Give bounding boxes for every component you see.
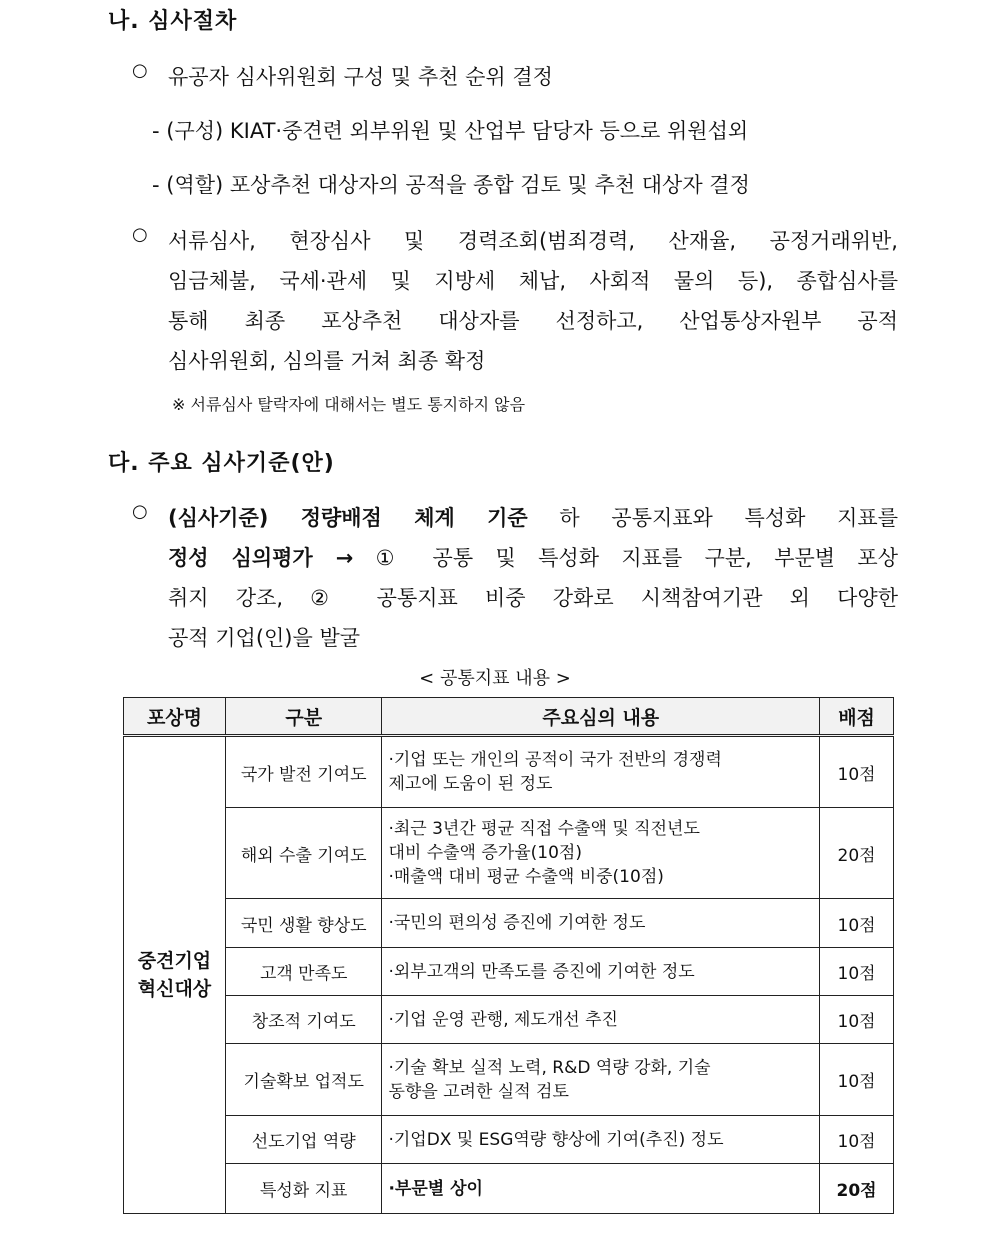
bullet-line: 심사위원회, 심의를 거쳐 최종 확정 bbox=[168, 349, 486, 373]
category-cell: 국민 생활 향상도 bbox=[225, 899, 382, 948]
content-cell bbox=[382, 736, 820, 808]
section-heading-procedure: 나. 심사절차 bbox=[108, 9, 238, 34]
table-row bbox=[124, 899, 894, 948]
table-caption: < 공통지표 내용 > bbox=[419, 668, 571, 689]
table-header-row bbox=[124, 698, 894, 736]
content-line: ·외부고객의 만족도를 증진에 기여한 정도 bbox=[388, 961, 695, 982]
score-cell: 10점 bbox=[820, 736, 894, 808]
header-content: 주요심의 내용 bbox=[382, 698, 820, 736]
criteria-line-4: 공적 기업(인)을 발굴 bbox=[168, 626, 361, 650]
content-line: ·기업 운영 관행, 제도개선 추진 bbox=[388, 1009, 618, 1030]
criteria-text: 하 공통지표와 특성화 지표를 bbox=[527, 506, 898, 530]
content-line: ·기업 또는 개인의 공적이 국가 전반의 경쟁력 bbox=[388, 750, 722, 770]
content-cell bbox=[382, 996, 820, 1044]
bullet-line: 서류심사, 현장심사 및 경력조회(범죄경력, 산재율, 공정거래위반, bbox=[168, 229, 898, 253]
category-cell: 창조적 기여도 bbox=[225, 996, 382, 1044]
score-cell: 20점 bbox=[820, 1164, 894, 1214]
dash-item-role: - (역할) 포상추천 대상자의 공적을 종합 검토 및 추천 대상자 결정 bbox=[152, 173, 750, 197]
table-row bbox=[124, 1044, 894, 1116]
score-cell: 10점 bbox=[820, 899, 894, 948]
criteria-line-1 bbox=[168, 498, 898, 538]
header-award: 포상명 bbox=[124, 698, 226, 736]
bullet-screening bbox=[132, 221, 898, 381]
common-indicator-table bbox=[123, 697, 894, 1214]
score-cell: 20점 bbox=[820, 808, 894, 899]
table-row bbox=[124, 736, 894, 808]
content-line: 대비 수출액 증가율(10점) bbox=[388, 843, 582, 863]
score-cell: 10점 bbox=[820, 948, 894, 996]
content-line: ·최근 3년간 평균 직접 수출액 및 직전년도 bbox=[388, 819, 700, 839]
content-line: ·국민의 편의성 증진에 기여한 정도 bbox=[388, 913, 646, 933]
bullet-criteria bbox=[132, 498, 898, 658]
content-cell bbox=[382, 1164, 820, 1214]
category-cell: 특성화 지표 bbox=[225, 1164, 382, 1214]
header-score: 배점 bbox=[820, 698, 894, 736]
bullet-committee bbox=[132, 57, 898, 97]
criteria-bold: 정성 심의평가 → bbox=[168, 546, 354, 570]
content-cell bbox=[382, 1116, 820, 1164]
content-cell bbox=[382, 948, 820, 996]
score-cell: 10점 bbox=[820, 1044, 894, 1116]
table-row bbox=[124, 808, 894, 899]
score-cell: 10점 bbox=[820, 996, 894, 1044]
content-cell bbox=[382, 899, 820, 948]
bullet-text: 유공자 심사위원회 구성 및 추천 순위 결정 bbox=[168, 65, 553, 89]
category-cell: 해외 수출 기여도 bbox=[225, 808, 382, 899]
criteria-line-2 bbox=[168, 538, 898, 578]
content-cell bbox=[382, 1044, 820, 1116]
bullet-line: 임금체불, 국세·관세 및 지방세 체납, 사회적 물의 등), 종합심사를 bbox=[168, 269, 898, 293]
section-heading-criteria: 다. 주요 심사기준(안) bbox=[108, 451, 335, 476]
bullet-circle-icon: ○ bbox=[132, 224, 148, 245]
note-text: ※ 서류심사 탈락자에 대해서는 별도 통지하지 않음 bbox=[172, 395, 526, 414]
content-line: 동향을 고려한 실적 검토 bbox=[388, 1081, 569, 1102]
criteria-line-3: 취지 강조, ② 공통지표 비중 강화로 시책참여기관 외 다양한 bbox=[168, 586, 898, 610]
category-cell: 선도기업 역량 bbox=[225, 1116, 382, 1164]
category-cell: 국가 발전 기여도 bbox=[225, 736, 382, 808]
award-line: 중견기업 bbox=[137, 950, 212, 972]
content-line: ·기술 확보 실적 노력, R&D 역량 강화, 기술 bbox=[388, 1057, 711, 1078]
table-row bbox=[124, 1116, 894, 1164]
table-row bbox=[124, 996, 894, 1044]
bullet-circle-icon: ○ bbox=[132, 501, 148, 522]
award-cell bbox=[124, 736, 226, 1214]
content-line: ·부문별 상이 bbox=[388, 1178, 483, 1199]
table-row bbox=[124, 948, 894, 996]
header-category: 구분 bbox=[225, 698, 382, 736]
criteria-text: ① 공통 및 특성화 지표를 구분, 부문별 포상 bbox=[353, 546, 898, 570]
table-row bbox=[124, 1164, 894, 1214]
content-line: 제고에 도움이 된 정도 bbox=[388, 774, 553, 794]
dash-item-composition: - (구성) KIAT·중견련 외부위원 및 산업부 담당자 등으로 위원섭외 bbox=[152, 119, 749, 143]
content-line: ·기업DX 및 ESG역량 향상에 기여(추진) 정도 bbox=[388, 1129, 724, 1150]
award-line: 혁신대상 bbox=[137, 978, 212, 1000]
criteria-bold: (심사기준) 정량배점 체계 기준 bbox=[168, 506, 528, 530]
score-cell: 10점 bbox=[820, 1116, 894, 1164]
content-cell bbox=[382, 808, 820, 899]
category-cell: 고객 만족도 bbox=[225, 948, 382, 996]
bullet-line: 통해 최종 포상추천 대상자를 선정하고, 산업통상자원부 공적 bbox=[168, 309, 898, 333]
bullet-circle-icon: ○ bbox=[132, 60, 148, 81]
category-cell: 기술확보 업적도 bbox=[225, 1044, 382, 1116]
content-line: ·매출액 대비 평균 수출액 비중(10점) bbox=[388, 867, 664, 887]
